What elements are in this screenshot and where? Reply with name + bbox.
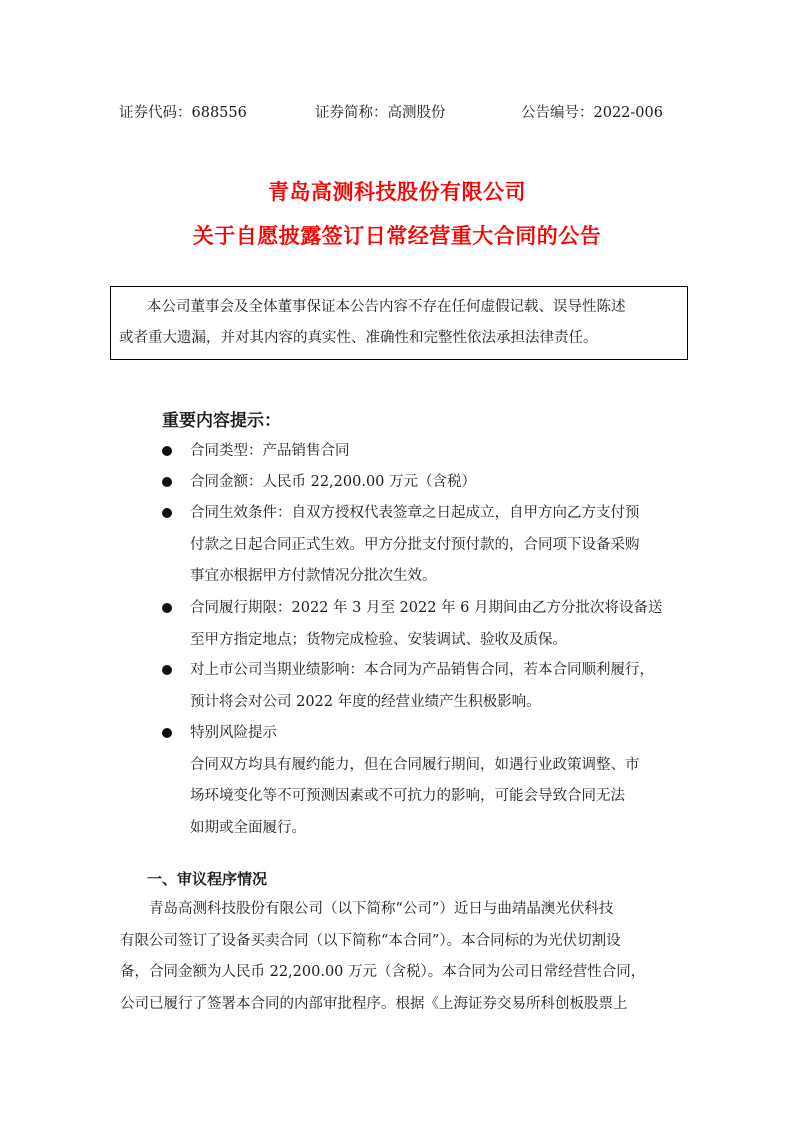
bullet-icon xyxy=(162,477,172,487)
key-point-text: 合同双方均具有履约能力，但在合同履行期间，如遇行业政策调整、市 xyxy=(190,756,640,773)
bullet-icon xyxy=(162,665,172,675)
key-point-text: 如期或全面履行。 xyxy=(190,819,306,836)
paragraph-line: 公司已履行了签署本合同的内部审批程序。根据《上海证券交易所科创板股票上 xyxy=(120,995,628,1012)
announcement-number: 公告编号：2022-006 xyxy=(521,105,663,121)
key-point-text: 对上市公司当期业绩影响：本合同为产品销售合同，若本合同顺利履行， xyxy=(190,662,654,678)
disclaimer-box xyxy=(110,286,688,360)
key-point-text: 事宜亦根据甲方付款情况分批次生效。 xyxy=(190,568,437,584)
key-point-text: 合同类型：产品销售合同 xyxy=(190,443,350,459)
paragraph-line: 备，合同金额为人民币 22,200.00 万元（含税）。本合同为公司日常经营性合同， xyxy=(120,964,646,980)
stock-name: 证券简称：高测股份 xyxy=(315,105,446,121)
key-point-text: 特别风险提示 xyxy=(190,725,277,741)
title-subject: 关于自愿披露签订日常经营重大合同的公告 xyxy=(192,224,602,248)
key-point-text: 至甲方指定地点；货物完成检验、安装调试、验收及质保。 xyxy=(190,631,567,648)
paragraph-line: 青岛高测科技股份有限公司（以下简称“公司”）近日与曲靖晶澳光伏科技 xyxy=(149,901,614,917)
bullet-icon xyxy=(162,508,172,518)
section-1-heading: 一、审议程序情况 xyxy=(147,870,268,888)
key-point-text: 合同生效条件：自双方授权代表签章之日起成立，自甲方向乙方支付预 xyxy=(190,505,640,521)
disclaimer-line: 本公司董事会及全体董事保证本公告内容不存在任何虚假记载、误导性陈述 xyxy=(147,299,626,315)
key-point-text: 预计将会对公司 2022 年度的经营业绩产生积极影响。 xyxy=(190,693,541,710)
key-point-text: 场环境变化等不可预测因素或不可抗力的影响，可能会导致合同无法 xyxy=(190,788,625,804)
paragraph-line: 有限公司签订了设备买卖合同（以下简称“本合同”）。本合同标的为光伏切割设 xyxy=(120,932,621,949)
key-points-heading: 重要内容提示： xyxy=(162,411,281,431)
title-company: 青岛高测科技股份有限公司 xyxy=(268,180,526,204)
key-point-text: 付款之日起合同正式生效。甲方分批支付预付款的，合同项下设备采购 xyxy=(190,536,640,553)
key-point-text: 合同履行期限：2022 年 3 月至 2022 年 6 月期间由乙方分批次将设备送 xyxy=(190,600,663,616)
bullet-icon xyxy=(162,603,172,613)
disclaimer-line: 或者重大遗漏，并对其内容的真实性、准确性和完整性依法承担法律责任。 xyxy=(119,330,598,346)
bullet-icon xyxy=(162,728,172,738)
key-point-text: 合同金额：人民币 22,200.00 万元（含税） xyxy=(190,474,477,490)
stock-code: 证券代码：688556 xyxy=(119,105,247,121)
bullet-icon xyxy=(162,446,172,456)
